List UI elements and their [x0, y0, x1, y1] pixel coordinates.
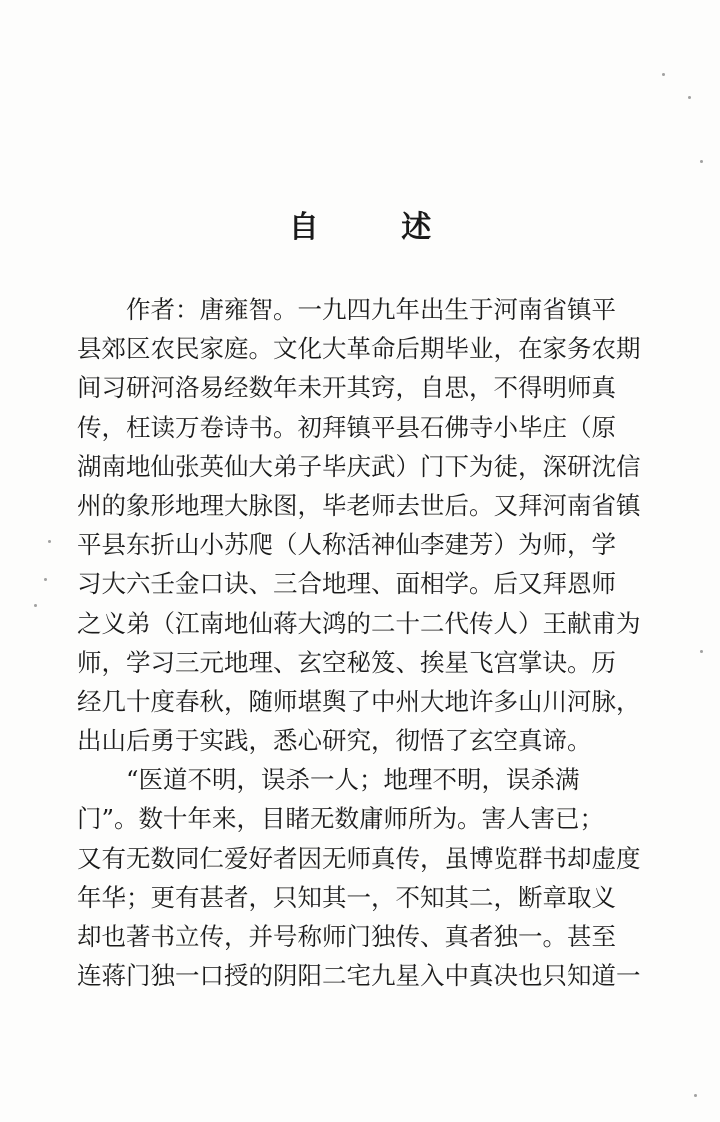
- text-line: 州的象形地理大脉图，毕老师去世后。又拜河南省镇: [77, 490, 641, 520]
- text-line: 平县东折山小苏爬（人称活神仙李建芳）为师，学: [77, 530, 616, 560]
- text-line: “医道不明，误杀一人；地理不明，误杀满: [126, 765, 580, 795]
- text-line: 连蒋门独一口授的阴阳二宅九星入中真决也只知道一: [77, 961, 641, 991]
- text-line: 出山后勇于实践，悉心研究，彻悟了玄空真谛。: [77, 726, 592, 756]
- scan-speck: [48, 540, 51, 543]
- scan-speck: [700, 650, 703, 653]
- text-line: 年华；更有甚者，只知其一，不知其二，断章取义: [77, 882, 616, 912]
- scan-speck: [700, 160, 703, 163]
- text-line: 门”。数十年来，目睹无数庸师所为。害人害已；: [77, 804, 605, 834]
- scan-speck: [694, 1094, 697, 1097]
- text-line: 师，学习三元地理、玄空秘笈、挨星飞宫掌诀。历: [77, 647, 616, 677]
- text-line: 县郊区农民家庭。文化大革命后期毕业，在家务农期: [77, 334, 641, 364]
- text-line: 之义弟（江南地仙蒋大鸿的二十二代传人）王献甫为: [77, 608, 641, 638]
- scan-speck: [688, 96, 691, 99]
- text-line: 作者：唐雍智。一九四九年出生于河南省镇平: [126, 295, 616, 324]
- text-line: 经几十度春秋，随师堪舆了中州大地许多山川河脉，: [77, 686, 641, 716]
- text-line: 传，枉读万卷诗书。初拜镇平县石佛寺小毕庄（原: [77, 412, 616, 442]
- body-text: [77, 290, 669, 995]
- text-line: 又有无数同仁爱好者因无师真传，虽博览群书却虚度: [77, 843, 641, 873]
- text-line: 间习研河洛易经数年未开其窍，自思，不得明师真: [77, 373, 616, 403]
- text-line: 习大六壬金口诀、三合地理、面相学。后又拜恩师: [77, 569, 616, 599]
- scan-speck: [34, 604, 37, 607]
- scan-speck: [44, 578, 47, 581]
- scan-speck: [662, 73, 665, 76]
- page-title: 自 述: [288, 210, 468, 245]
- text-line: 湖南地仙张英仙大弟子毕庆武）门下为徒，深研沈信: [77, 451, 641, 481]
- text-line: 却也著书立传，并号称师门独传、真者独一。甚至: [77, 922, 616, 951]
